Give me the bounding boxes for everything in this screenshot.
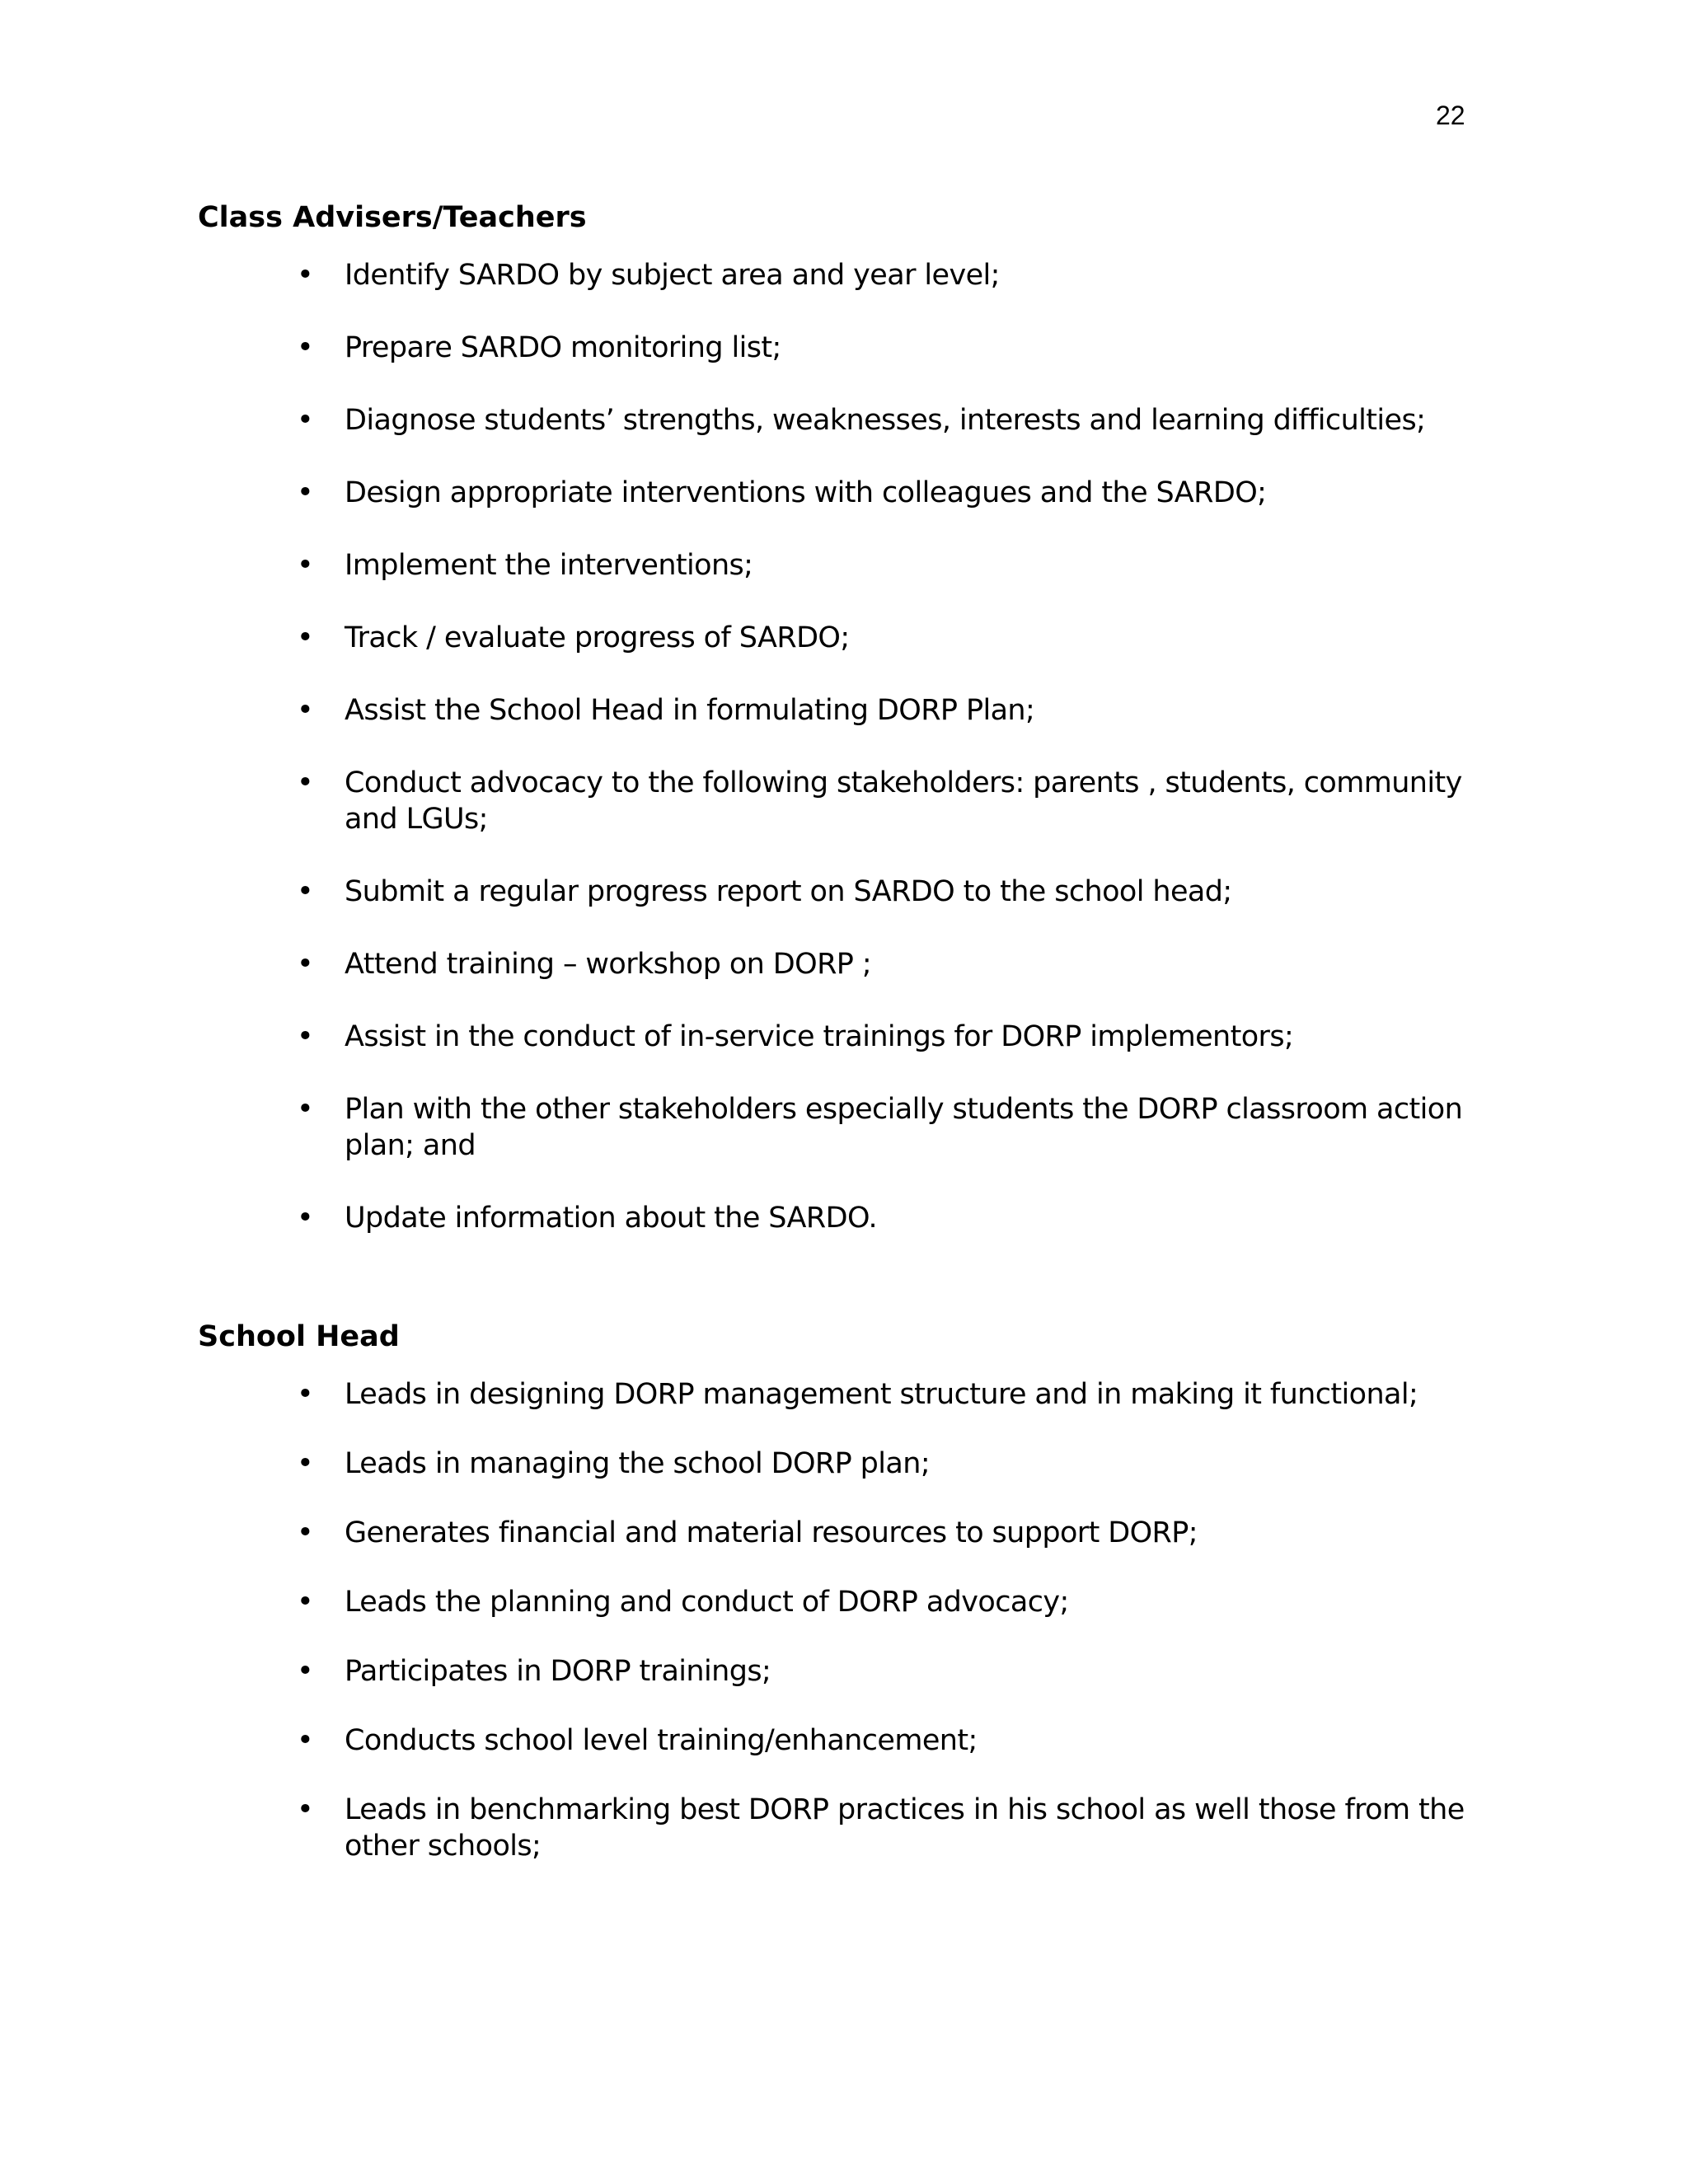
list-item	[198, 1722, 1484, 1759]
bullet-icon: •	[297, 1793, 314, 1826]
list-item	[198, 1091, 1484, 1164]
list-item	[198, 475, 1484, 511]
list-item-text: Participates in DORP trainings;	[345, 1655, 771, 1688]
bullet-icon: •	[297, 621, 314, 654]
list-item-text: Generates financial and material resources to support DORP;	[345, 1516, 1198, 1549]
list-item-text: Identify SARDO by subject area and year level;	[345, 259, 1000, 292]
bullet-icon: •	[297, 1724, 314, 1757]
bullet-icon: •	[297, 1655, 314, 1688]
list-item-text: Prepare SARDO monitoring list;	[345, 331, 781, 364]
bullet-icon: •	[297, 331, 314, 364]
bullet-icon: •	[297, 549, 314, 582]
list-item	[198, 1792, 1484, 1864]
list-item	[198, 620, 1484, 656]
list-item	[198, 765, 1484, 837]
list-item-text: Conduct advocacy to the following stakeholders: parents , students, community and LGUs;	[345, 766, 1462, 836]
section-school-head	[198, 1314, 1484, 1897]
bullet-list	[198, 257, 1484, 1236]
list-item-text: Attend training – workshop on DORP ;	[345, 948, 872, 981]
list-item	[198, 1446, 1484, 1482]
bullet-icon: •	[297, 476, 314, 509]
bullet-icon: •	[297, 1202, 314, 1235]
page-number: 22	[1436, 101, 1465, 130]
list-item	[198, 946, 1484, 982]
list-item-text: Leads in benchmarking best DORP practices in his school as well those from the other schools;	[345, 1793, 1465, 1863]
list-item	[198, 330, 1484, 366]
section-class-advisers	[198, 194, 1484, 1272]
bullet-icon: •	[297, 875, 314, 908]
list-item	[198, 692, 1484, 729]
list-item	[198, 1200, 1484, 1236]
bullet-icon: •	[297, 1093, 314, 1126]
list-item	[198, 1515, 1484, 1551]
list-item-text: Track / evaluate progress of SARDO;	[345, 621, 850, 654]
list-item-text: Leads in designing DORP management structure and in making it functional;	[345, 1378, 1418, 1411]
list-item-text: Diagnose students’ strengths, weaknesses, interests and learning difficulties;	[345, 404, 1426, 437]
bullet-icon: •	[297, 694, 314, 727]
list-item	[198, 1376, 1484, 1413]
bullet-icon: •	[297, 1447, 314, 1480]
list-item	[198, 1584, 1484, 1620]
list-item-text: Assist the School Head in formulating DORP Plan;	[345, 694, 1035, 727]
list-item	[198, 547, 1484, 583]
bullet-icon: •	[297, 1516, 314, 1549]
list-item-text: Implement the interventions;	[345, 549, 753, 582]
list-item	[198, 1653, 1484, 1690]
bullet-icon: •	[297, 1586, 314, 1619]
bullet-icon: •	[297, 404, 314, 437]
bullet-icon: •	[297, 948, 314, 981]
list-item	[198, 874, 1484, 910]
bullet-icon: •	[297, 766, 314, 799]
list-item	[198, 257, 1484, 293]
list-item-text: Conducts school level training/enhancement;	[345, 1724, 978, 1757]
bullet-icon: •	[297, 259, 314, 292]
list-item-text: Leads in managing the school DORP plan;	[345, 1447, 931, 1480]
list-item-text: Leads the planning and conduct of DORP advocacy;	[345, 1586, 1069, 1619]
bullet-list	[198, 1376, 1484, 1864]
list-item-text: Submit a regular progress report on SARDO to the school head;	[345, 875, 1232, 908]
list-item-text: Design appropriate interventions with colleagues and the SARDO;	[345, 476, 1267, 509]
bullet-icon: •	[297, 1020, 314, 1053]
section-heading: Class Advisers/Teachers	[198, 201, 587, 234]
list-item-text: Plan with the other stakeholders especially students the DORP classroom action plan; and	[345, 1093, 1463, 1162]
section-heading: School Head	[198, 1320, 400, 1353]
list-item-text: Assist in the conduct of in-service trainings for DORP implementors;	[345, 1020, 1294, 1053]
bullet-icon: •	[297, 1378, 314, 1411]
list-item	[198, 1019, 1484, 1055]
list-item-text: Update information about the SARDO.	[345, 1202, 878, 1235]
list-item	[198, 402, 1484, 438]
